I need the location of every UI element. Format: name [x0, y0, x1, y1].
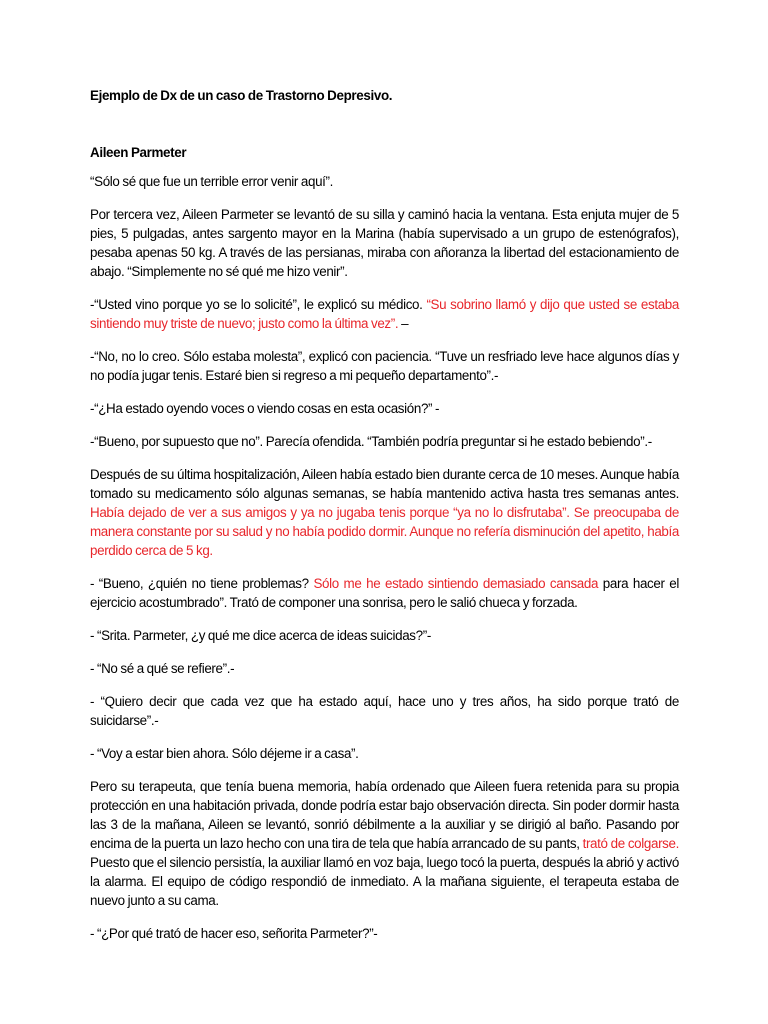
dialogue-text: para hacer el ejercicio acostumbrado”. Trató de componer una sonrisa, pero le salió chueca y forzada.	[90, 576, 680, 610]
dialogue-text: -“Usted vino porque yo se lo solicité”, le explicó su médico.	[90, 297, 427, 312]
paragraph-tired	[90, 574, 679, 612]
paragraph-drinking-question: -“Bueno, por supuesto que no”. Parecía ofendida. “También podría preguntar si he estado bebiendo”.-	[90, 434, 652, 449]
paragraph-go-home: - “Voy a estar bien ahora. Sólo déjeme ir a casa”.	[90, 746, 359, 761]
dialogue-text: - “Bueno, ¿quién no tiene problemas?	[90, 576, 314, 591]
paragraph-why-question: - “¿Por qué trató de hacer eso, señorita Parmeter?”-	[90, 926, 378, 941]
document-page	[90, 86, 679, 957]
paragraph-suicide-history: - “Quiero decir que cada vez que ha estado aquí, hace uno y tres años, ha sido porque trató de suicidarse”.-	[90, 694, 679, 728]
dialogue-text: –	[398, 316, 409, 331]
paragraph-cold-tennis: -“No, no lo creo. Sólo estaba molesta”, explicó con paciencia. “Tuve un resfriado leve hace algunos días y no podía jugar tenis. Estaré bien si regreso a mi pequeño departamento”.-	[90, 349, 679, 383]
paragraph-voices-question: -“¿Ha estado oyendo voces o viendo cosas en esta ocasión?” -	[90, 401, 440, 416]
paragraph-attempt	[90, 777, 679, 910]
patient-name-heading: Aileen Parmeter	[90, 145, 187, 160]
highlighted-text: Había dejado de ver a sus amigos y ya no jugaba tenis porque “ya no lo disfrutaba”. Se preocupaba de manera constante por su salud y no había podido dormir. Aunque no refería disminución del apetito, había perdido cerca de 5 kg.	[90, 505, 679, 558]
paragraph-quote-opening: “Sólo sé que fue un terrible error venir aquí”.	[90, 174, 334, 189]
narrative-text: Después de su última hospitalización, Aileen había estado bien durante cerca de 10 meses. Aunque había tomado su medicamento sólo algunas semanas, se había mantenido activa hasta tres semanas antes.	[90, 467, 679, 501]
paragraph-suicide-question: - “Srita. Parmeter, ¿y qué me dice acerca de ideas suicidas?”-	[90, 628, 431, 643]
highlighted-text: “Su sobrino llamó y dijo que usted se estaba sintiendo muy triste de nuevo; justo como la última vez”.	[90, 297, 679, 331]
highlighted-text: trató de colgarse.	[582, 836, 679, 851]
narrative-text: Pero su terapeuta, que tenía buena memoria, había ordenado que Aileen fuera retenida para su propia protección en una habitación privada, donde podría estar bajo observación directa. Sin poder dormir hasta las 3 de la mañana, Aileen se levantó, sonrió débilmente a la auxiliar y se dirigió al baño. Pasando por encima de la puerta un lazo hecho con una tira de tela que había arrancado de su pants,	[90, 779, 679, 851]
paragraph-no-se: - “No sé a qué se refiere”.-	[90, 661, 235, 676]
paragraph-history	[90, 465, 679, 560]
paragraph-doctor-explains	[90, 295, 679, 333]
highlighted-text: Sólo me he estado sintiendo demasiado cansada	[313, 576, 599, 591]
narrative-text: Puesto que el silencio persistía, la auxiliar llamó en voz baja, luego tocó la puerta, después la abrió y activó la alarma. El equipo de código respondió de inmediato. A la mañana siguiente, el terapeuta estaba de nuevo junto a su cama.	[90, 855, 679, 908]
document-title: Ejemplo de Dx de un caso de Trastorno Depresivo.	[90, 88, 393, 103]
paragraph-window: Por tercera vez, Aileen Parmeter se levantó de su silla y caminó hacia la ventana. Esta enjuta mujer de 5 pies, 5 pulgadas, antes sargento mayor en la Marina (había supervisado a un grupo de estenógrafos), pesaba apenas 50 kg. A través de las persianas, miraba con añoranza la libertad del estacionamiento de abajo. “Simplemente no sé qué me hizo venir”.	[90, 207, 679, 279]
